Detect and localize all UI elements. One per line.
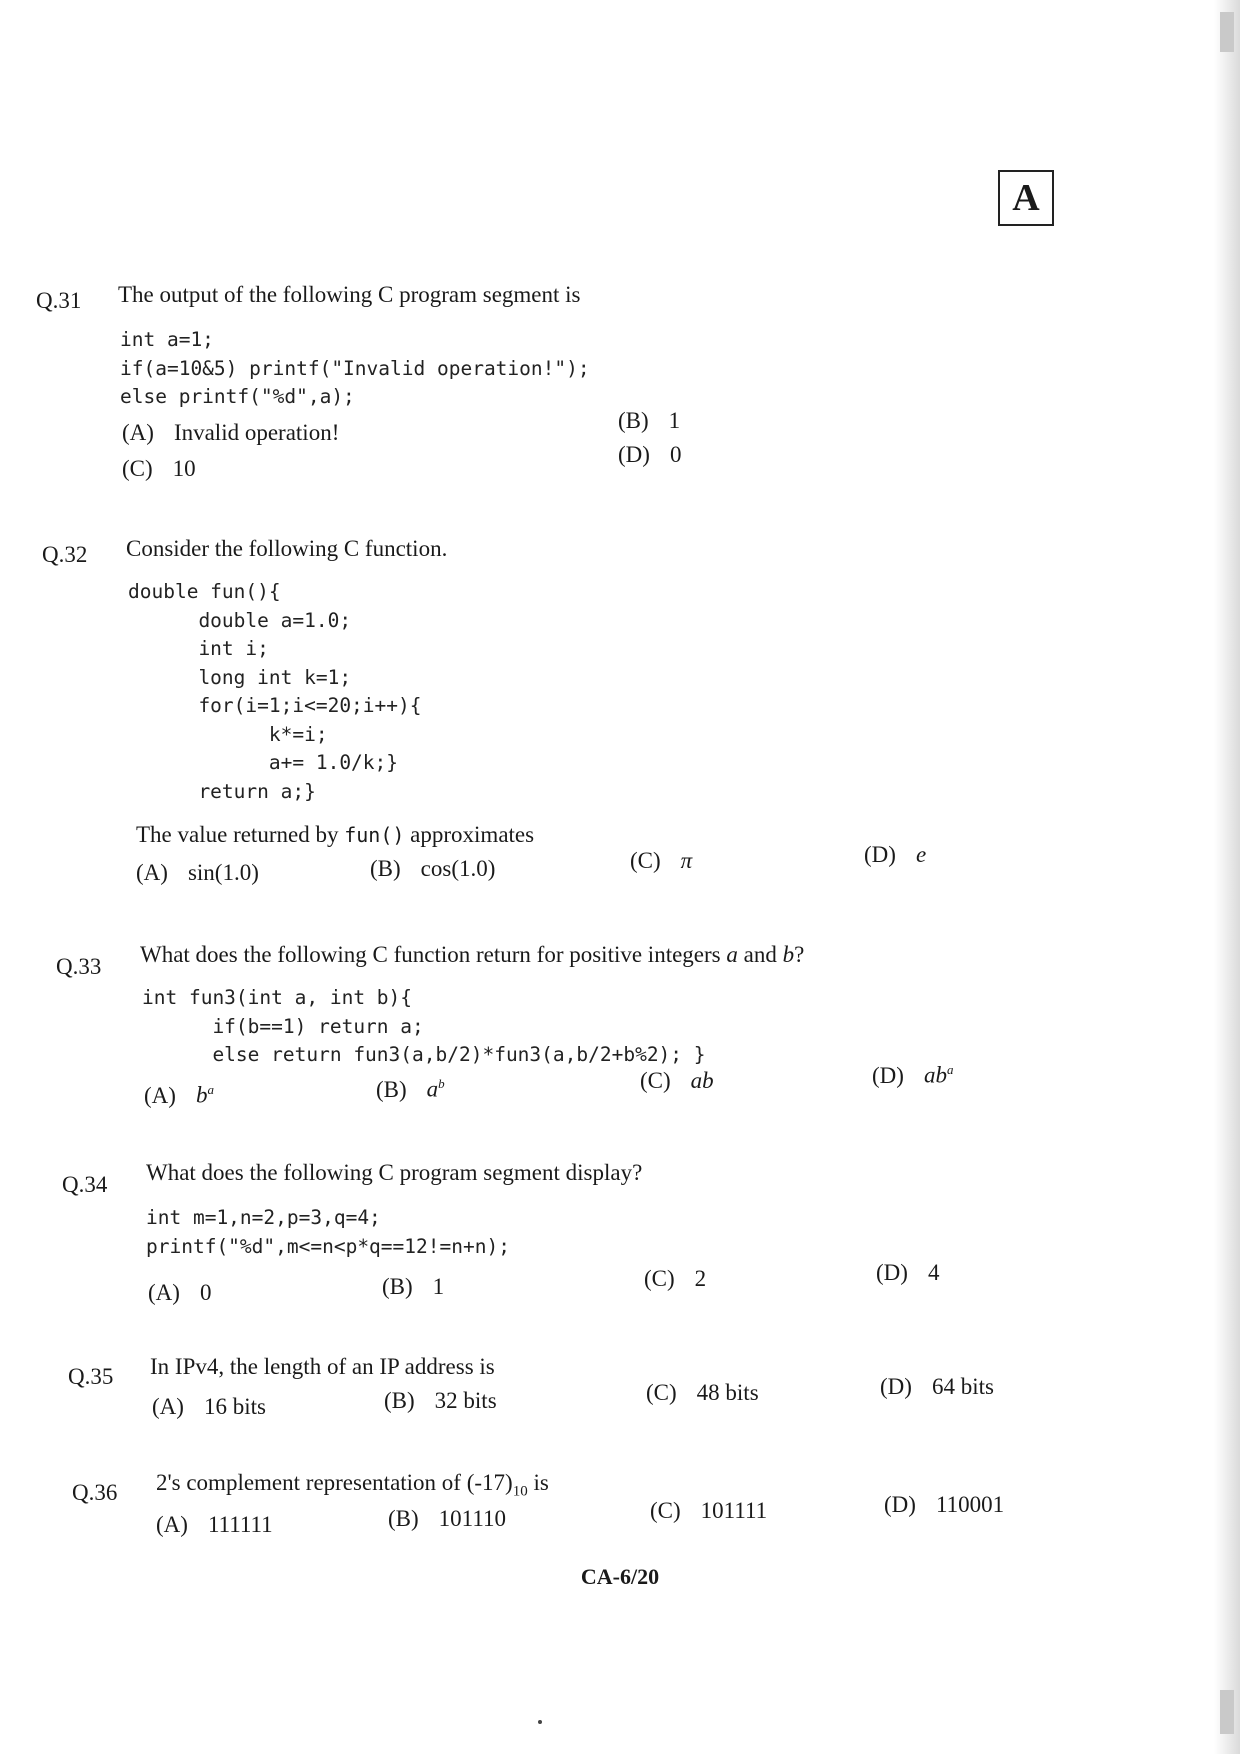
option-text: 111111 xyxy=(207,1512,273,1537)
question-set-label: A xyxy=(998,170,1054,226)
option-label: (B) xyxy=(376,1076,407,1102)
option-b xyxy=(388,1506,506,1532)
question-number: Q.34 xyxy=(62,1172,108,1197)
option-text: ab xyxy=(690,1068,714,1093)
option-text: 2 xyxy=(694,1266,707,1291)
option-base: ab xyxy=(923,1062,947,1088)
option-b xyxy=(618,408,680,434)
option-base: a xyxy=(426,1076,439,1102)
option-label: (C) xyxy=(122,456,153,481)
option-text: π xyxy=(680,848,693,873)
option-b xyxy=(384,1388,497,1414)
option-label: (A) xyxy=(122,420,154,445)
option-text: cos(1.0) xyxy=(420,856,496,881)
option-a xyxy=(148,1280,211,1306)
option-text: Invalid operation! xyxy=(173,420,340,445)
question-text-part: and xyxy=(743,942,777,967)
option-text: sin(1.0) xyxy=(187,860,259,885)
question-text-part: is xyxy=(527,1470,549,1495)
question-text-part: What does the following C function return for positive integers xyxy=(140,942,721,967)
question-prompt xyxy=(136,822,534,848)
code-block: int m=1,n=2,p=3,q=4; printf("%d",m<=n<p*q==12!=n+n); xyxy=(146,1206,510,1258)
page-footer: CA-6/20 xyxy=(580,1564,660,1589)
option-text: 32 bits xyxy=(434,1388,497,1413)
subscript: 10 xyxy=(512,1483,528,1500)
option-label: (D) xyxy=(876,1260,908,1285)
option-label: (A) xyxy=(136,860,168,885)
scan-mark xyxy=(1220,1690,1234,1734)
option-text: 4 xyxy=(927,1260,940,1285)
scan-speck xyxy=(538,1720,542,1724)
option-label: (C) xyxy=(640,1068,671,1093)
question-number: Q.33 xyxy=(56,954,102,979)
option-label: (C) xyxy=(646,1380,677,1405)
option-text: 10 xyxy=(172,456,196,481)
option-label: (A) xyxy=(148,1280,180,1305)
option-label: (C) xyxy=(630,848,661,873)
question-text: What does the following C program segment display? xyxy=(146,1160,643,1185)
question-number: Q.31 xyxy=(36,288,82,313)
question-number: Q.35 xyxy=(68,1364,114,1389)
option-a xyxy=(156,1512,273,1538)
question-text xyxy=(140,942,804,968)
question-text: Consider the following C function. xyxy=(126,536,448,561)
option-text: e xyxy=(915,842,927,867)
prompt-text: The value returned by xyxy=(136,822,339,847)
option-exponent: a xyxy=(207,1082,214,1097)
option-c xyxy=(646,1380,759,1406)
option-text: 101111 xyxy=(700,1498,768,1523)
option-a xyxy=(122,420,339,446)
code-block: int a=1; if(a=10&5) printf("Invalid operation!"); else printf("%d",a); xyxy=(120,328,590,408)
option-c xyxy=(644,1266,706,1292)
option-label: (D) xyxy=(864,842,896,867)
option-a xyxy=(144,1082,214,1109)
option-text: 16 bits xyxy=(203,1394,266,1419)
code-block: int fun3(int a, int b){ if(b==1) return a; else return fun3(a,b/2)*fun3(a,b/2+b%2); } xyxy=(142,986,706,1066)
option-label: (B) xyxy=(388,1506,419,1531)
option-label: (D) xyxy=(618,442,650,467)
option-text: 110001 xyxy=(935,1492,1005,1517)
question-text-part: ? xyxy=(794,942,805,967)
question-text: In IPv4, the length of an IP address is xyxy=(150,1354,495,1379)
option-exponent: a xyxy=(946,1062,954,1077)
option-text: 101110 xyxy=(438,1506,506,1531)
code-block: double fun(){ double a=1.0; int i; long int k=1; for(i=1;i<=20;i++){ k*=i; a+= 1.0/k;} return a;} xyxy=(128,580,422,803)
option-label: (D) xyxy=(880,1374,912,1399)
scan-mark xyxy=(1220,12,1234,52)
option-label: (B) xyxy=(618,408,649,433)
option-d xyxy=(864,842,926,868)
prompt-code: fun() xyxy=(344,823,405,847)
option-label: (A) xyxy=(156,1512,188,1537)
option-c xyxy=(122,456,196,482)
question-number: Q.36 xyxy=(72,1480,118,1505)
option-text: 64 bits xyxy=(931,1374,994,1399)
option-b xyxy=(376,1076,445,1103)
question-text-part: 2's complement representation of (-17) xyxy=(156,1470,513,1495)
option-label: (A) xyxy=(152,1394,184,1419)
option-c xyxy=(640,1068,714,1094)
option-c xyxy=(650,1498,767,1524)
option-label: (C) xyxy=(650,1498,681,1523)
variable: b xyxy=(782,942,795,967)
option-label: (D) xyxy=(884,1492,916,1517)
question-text: The output of the following C program segment is xyxy=(118,282,581,307)
option-text: 0 xyxy=(199,1280,212,1305)
option-text: 1 xyxy=(668,408,681,433)
option-a xyxy=(152,1394,266,1420)
option-d xyxy=(880,1374,994,1400)
option-label: (B) xyxy=(384,1388,415,1413)
option-text: 1 xyxy=(432,1274,445,1299)
option-a xyxy=(136,860,259,886)
option-b xyxy=(382,1274,444,1300)
option-exponent: b xyxy=(438,1076,445,1091)
variable: a xyxy=(726,942,738,967)
option-label: (C) xyxy=(644,1266,675,1291)
prompt-text: approximates xyxy=(410,822,535,847)
question-number: Q.32 xyxy=(42,542,88,567)
option-c xyxy=(630,848,692,874)
option-d xyxy=(872,1062,953,1089)
question-text xyxy=(156,1470,549,1501)
option-d xyxy=(618,442,681,468)
option-label: (A) xyxy=(144,1082,176,1108)
option-base: b xyxy=(195,1082,208,1108)
option-text: 48 bits xyxy=(696,1380,759,1405)
option-label: (B) xyxy=(370,856,401,881)
option-b xyxy=(370,856,495,882)
option-label: (B) xyxy=(382,1274,413,1299)
option-text: 0 xyxy=(669,442,682,467)
scan-edge xyxy=(1214,0,1240,1754)
option-d xyxy=(876,1260,939,1286)
option-d xyxy=(884,1492,1004,1518)
option-label: (D) xyxy=(872,1062,904,1088)
